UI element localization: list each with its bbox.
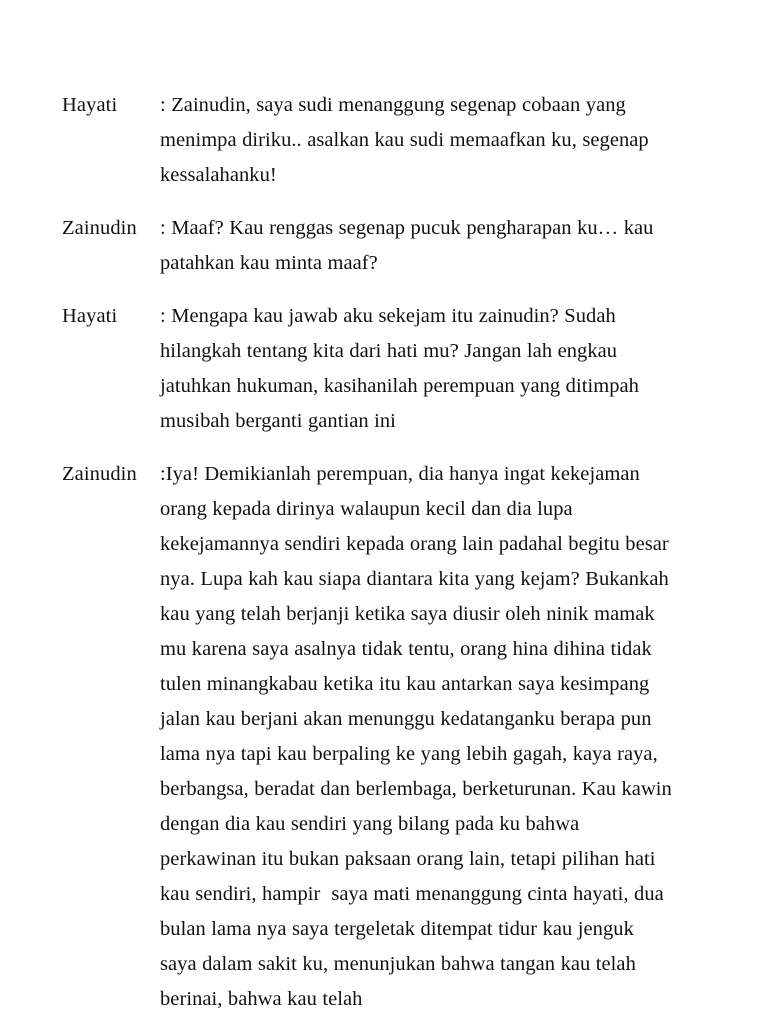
speech-text: :Iya! Demikianlah perempuan, dia hanya ingat kekejaman orang kepada dirinya walaupun kecil dan dia lupa kekejamannya sendiri kepada orang lain padahal begitu besar nya. Lupa kah kau siapa diantara kita yang kejam? Bukankah kau yang telah berjanji ketika saya diusir oleh ninik mamak mu karena saya asalnya tidak tentu, orang hina dihina tidak tulen minangkabau ketika itu kau antarkan saya kesimpang jalan kau berjani akan menunggu kedatanganku berapa pun lama nya tapi kau berpaling ke yang lebih gagah, kaya raya, berbangsa, beradat dan berlembaga, berketurunan. Kau kawin dengan dia kau sendiri yang bilang pada ku bahwa perkawinan itu bukan paksaan orang lain, tetapi pilihan hati kau sendiri, hampir saya mati menanggung cinta hayati, dua bulan lama nya saya tergeletak ditempat tidur kau jenguk saya dalam sakit ku, menunjukan bahwa tangan kau telah berinai, bahwa kau telah — [160, 463, 678, 1010]
dialogue-block — [62, 88, 672, 193]
speaker-name: Hayati — [62, 305, 118, 327]
dialogue-block — [62, 457, 678, 1017]
dialogue-block — [62, 299, 672, 439]
speech-text: : Mengapa kau jawab aku sekejam itu zainudin? Sudah hilangkah tentang kita dari hati mu? Jangan lah engkau jatuhkan hukuman, kasihanilah perempuan yang ditimpah musibah berganti gantian ini — [160, 305, 645, 432]
dialogue-block — [62, 211, 672, 281]
speaker-name: Zainudin — [62, 463, 137, 485]
speaker-name: Zainudin — [62, 217, 137, 239]
speaker-name: Hayati — [62, 94, 118, 116]
dialogue-list — [62, 88, 678, 1017]
speech-text: : Maaf? Kau renggas segenap pucuk pengharapan ku… kau patahkan kau minta maaf? — [160, 217, 659, 274]
speech-text: : Zainudin, saya sudi menanggung segenap cobaan yang menimpa diriku.. asalkan kau sudi memaafkan ku, segenap kessalahanku! — [160, 94, 655, 186]
